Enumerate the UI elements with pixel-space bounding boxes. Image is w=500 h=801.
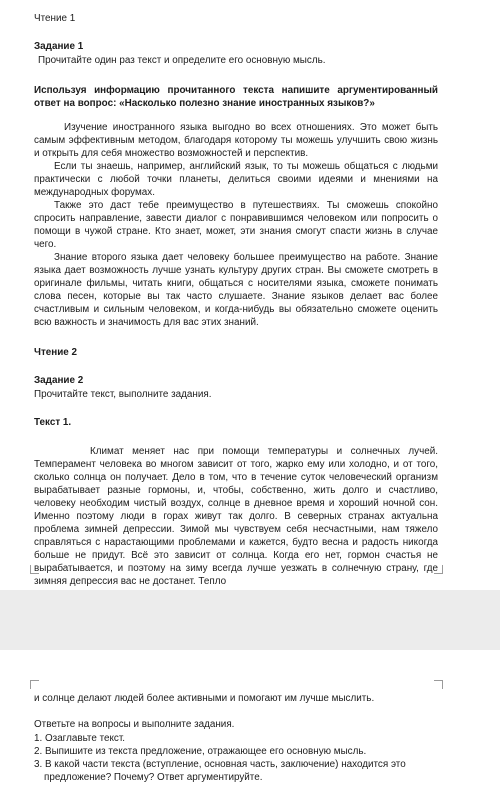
task1-heading: Задание 1 (34, 41, 84, 52)
questions-intro: Ответьте на вопросы и выполните задания. (34, 719, 235, 730)
page-corner-mark (30, 680, 39, 689)
questions-list (34, 732, 438, 784)
text1-continuation: и солнце делают людей более активными и помогают им лучше мыслить. (34, 693, 375, 704)
question-item: 2. Выпишите из текста предложение, отражающее его основную мысль. (34, 746, 367, 757)
reading1-paragraph: Изучение иностранного языка выгодно во всех отношениях. Это может быть самым эффективным методом, благодаря которому ты можешь улучшить свою жизнь и открыть для себя множество возможностей и перспектив. (34, 122, 438, 159)
page-gap (0, 590, 500, 650)
reading1-heading: Чтение 1 (34, 13, 76, 24)
task2-text: Прочитайте текст, выполните задания. (34, 389, 212, 400)
question-item: 1. Озаглавьте текст. (34, 733, 126, 744)
task1-text: Прочитайте один раз текст и определите его основную мысль. (38, 55, 326, 66)
text1-heading: Текст 1. (34, 417, 72, 428)
page-corner-mark (434, 680, 443, 689)
reading1-paragraph: Также это даст тебе преимущество в путешествиях. Ты сможешь спокойно спросить направление, завести диалог с понравившимся человеком или попросить о помощи в чужой стране. Кто знает, может, эти знания смогут спасти жизнь в случае чего. (34, 200, 438, 250)
task1-question: Используя информацию прочитанного текста напишите аргументированный ответ на вопрос: «Насколько полезно знание иностранных языков?» (34, 85, 438, 109)
question-item: 3. В какой части текста (вступление, основная часть, заключение) находится это предложение? Почему? Ответ аргументируйте. (34, 759, 406, 783)
reading2-heading: Чтение 2 (34, 347, 78, 358)
task2-heading: Задание 2 (34, 375, 84, 386)
reading1-paragraph: Знание второго языка дает человеку большее преимущество на работе. Знание языка дает возможность лучше узнать культуру других стран. Вы сможете смотреть в оригинале фильмы, читать книги, общаться с носителями языка, сможете понимать слова песен, которые вы так часто слушаете. Знание языков делает вас более счастливым и сильным человеком, и когда-нибудь вы обязательно сможете оценить всю важность и значимость для вас этих знаний. (34, 252, 438, 328)
reading1-paragraph: Если ты знаешь, например, английский язык, то ты можешь общаться с людьми практически с любой точки планеты, делиться своими идеями и мнениями на международных форумах. (34, 161, 438, 198)
text1-paragraph: Климат меняет нас при помощи температуры и солнечных лучей. Темперамент человека во многом зависит от того, жарко ему или холодно, и от того, сколько солнца он получает. Дело в том, что в течение суток человеческий организм вырабатывает разные гормоны, и, чтобы, собственно, жить долго и счастливо, человеку необходим чистый воздух, солнце в дневное время и хороший ночной сон. Именно поэтому люди в горах живут так долго. В северных странах актуальна проблема зимней депрессии. Зимой мы чувствуем себя несчастными, нам тяжело справляться с нарастающими проблемами и кажется, будто весна и радость никогда больше не придут. Всё это зависит от солнца. Когда его нет, гормон счастья не вырабатывается, и поэтому на зиму всегда лучше уезжать в солнечную страну, где зимняя депрессия вас не достанет. Тепло (34, 446, 438, 587)
